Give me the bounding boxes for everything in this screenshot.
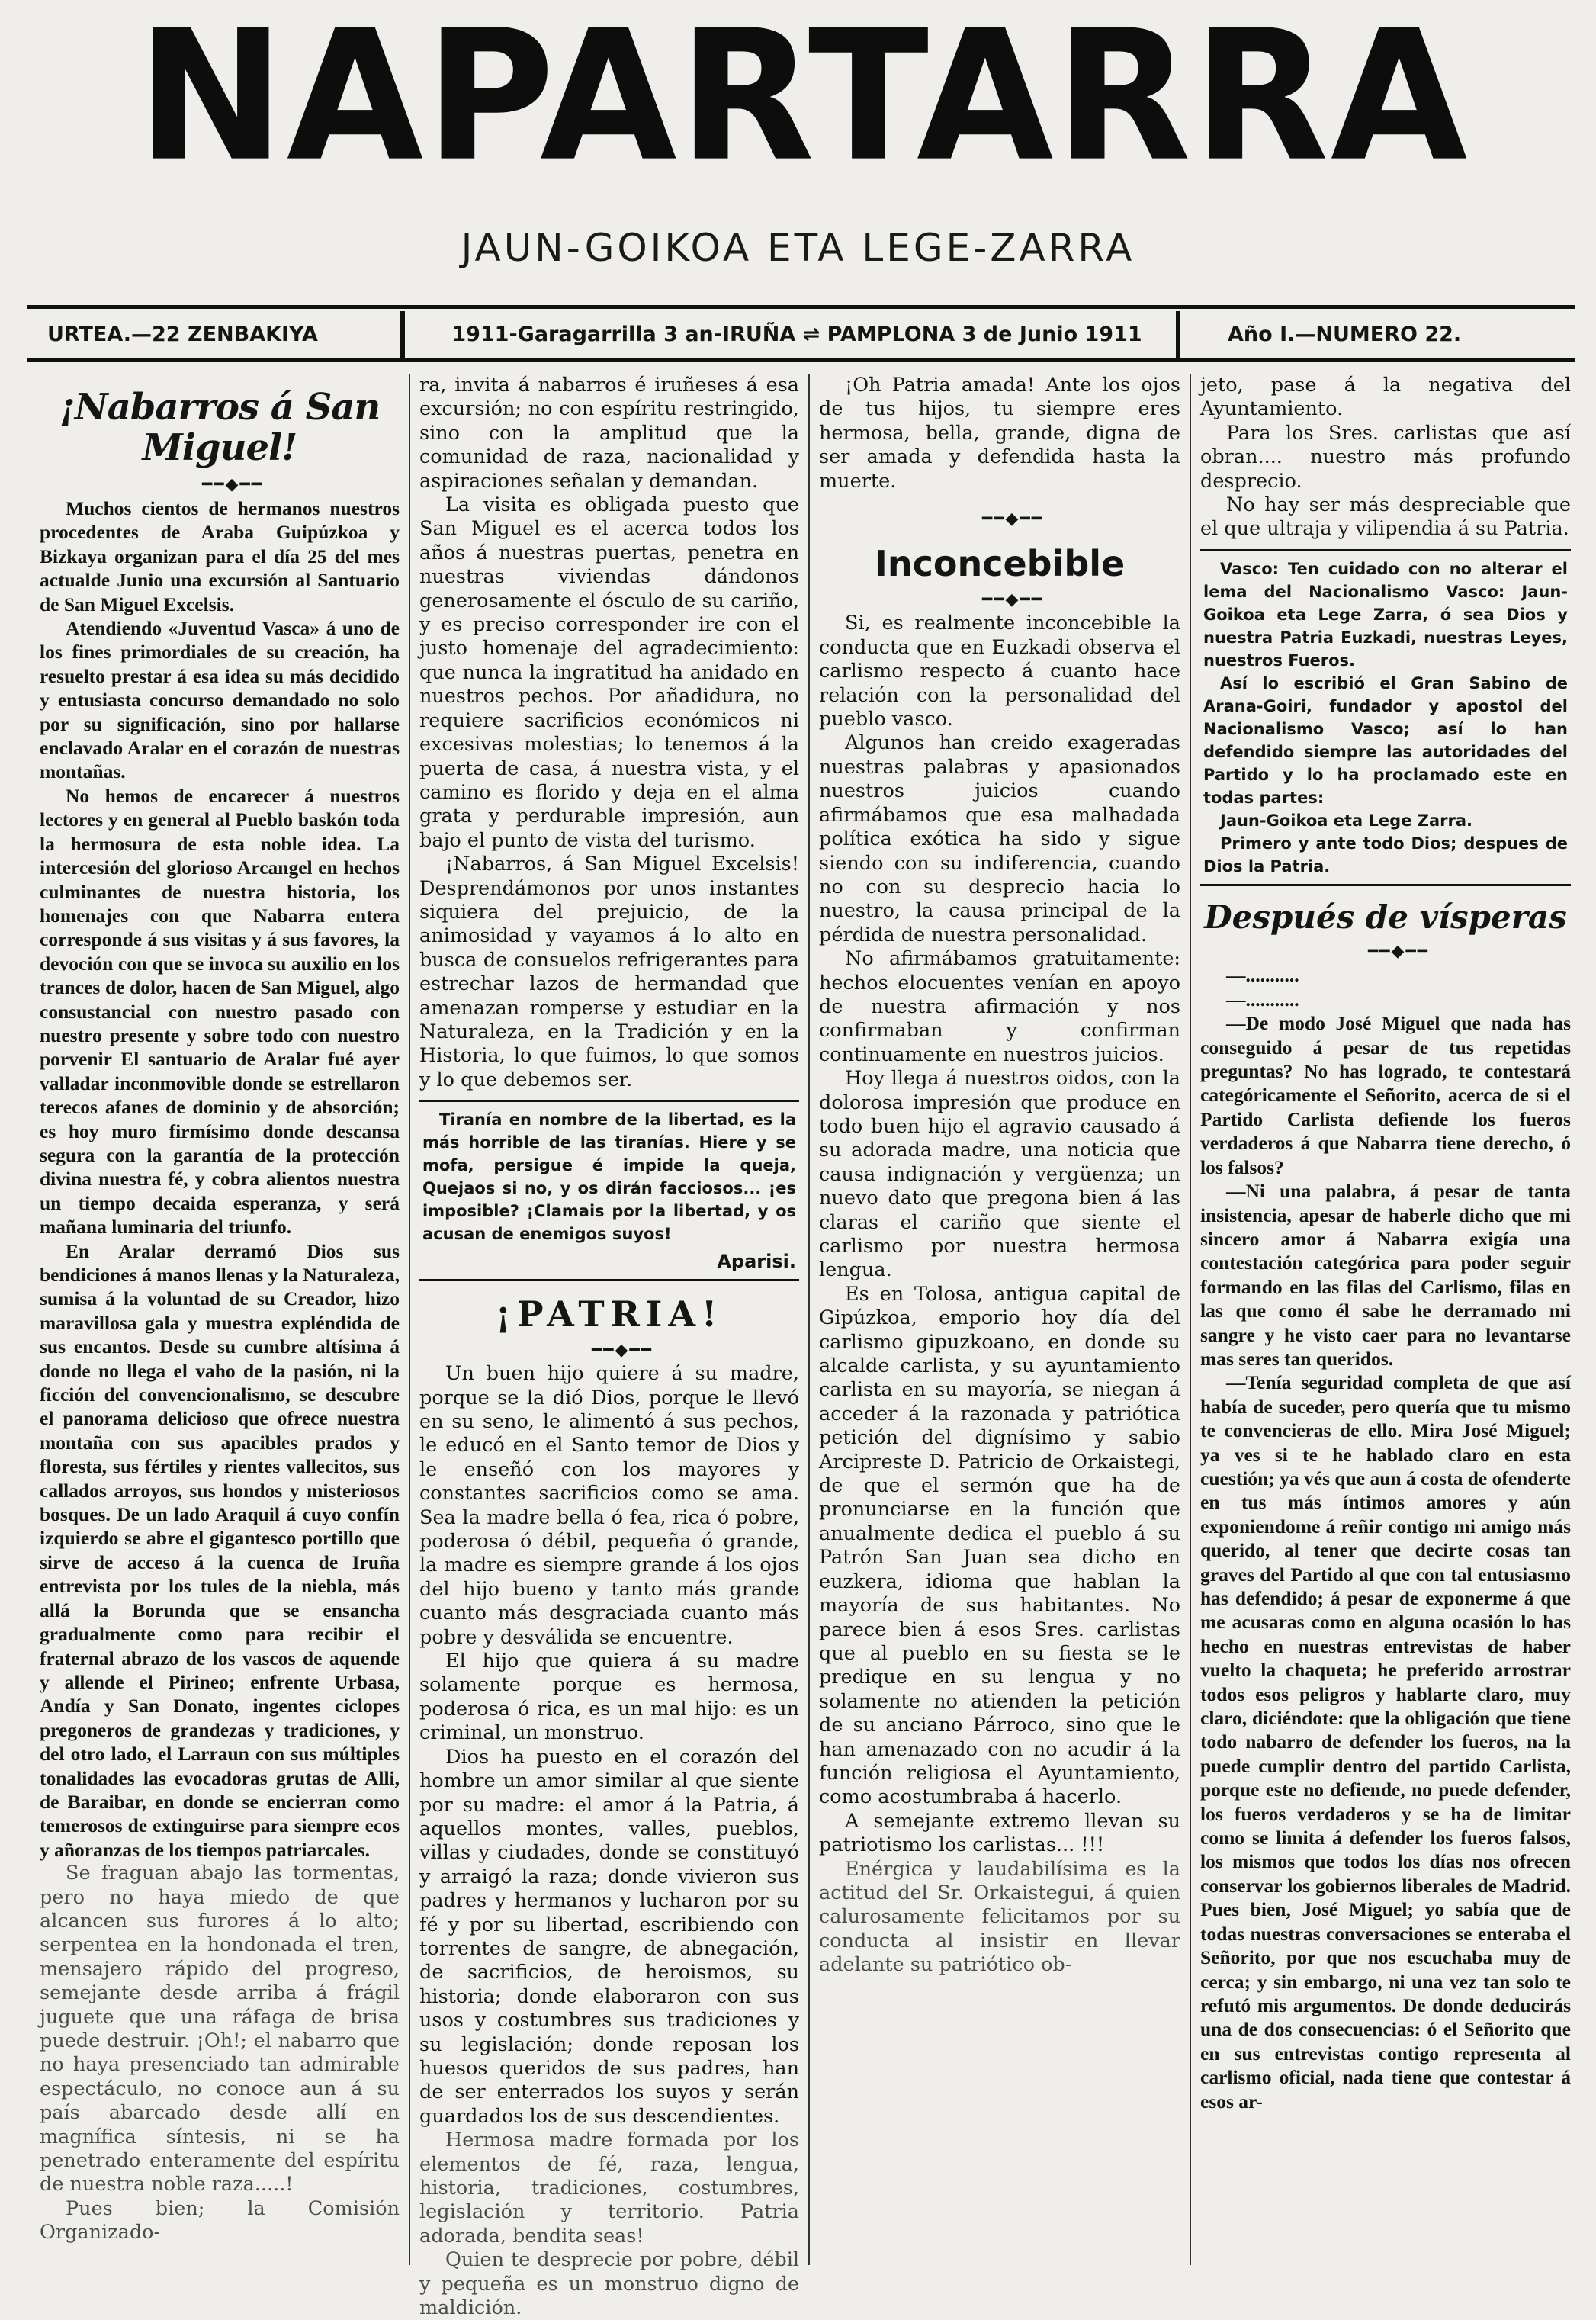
paragraph: No hay ser más despreciable que el que ultraja y vilipendia á su Patria. (1200, 493, 1571, 541)
paragraph: ¡Nabarros, á San Miguel Excelsis! Desprendámonos por unos instantes siquiera del prejuicio, de la animosidad y vayamos á lo alto en busca de consuelos refrigerantes para estrechar lazos de hermandad que amenazan romperse y estudiar en la Naturaleza, en la Tradición y en la Historia, lo que fuimos, lo que somos y lo que debemos ser. (419, 853, 799, 1091)
paragraph: —........... (1226, 988, 1299, 1011)
paragraph: Algunos han creido exageradas nuestras palabras y apasionados nuestros juicios cuando afirmábamos que esa malhadada política exótica ha sido y sigue siendo con su indiferencia, cuando no con su desprecio hacia lo nuestro, la causa principal de la pérdida de nuestra personalidad. (819, 731, 1180, 946)
paragraph: No hemos de encarecer á nuestros lectores y en general al Pueblo baskón toda la hermosura de esta noble idea. La intercesión del glorioso Arcangel en hechos culminantes de nuestra historia, los homenajes con que Nabarra entera corresponde á sus visitas y á sus favores, la devoción con que se invoca su auxilio en los trances de dolor, hacen de San Miguel, algo consustancial con nuestro pasado con nuestro presente y sobre todo con nuestro porvenir El santuario de Aralar fué ayer valladar inconmovible donde se estrellaron terecos afanes de dominio y de absorción; es hoy muro firmísimo donde descansa segura con la garantía de la protección divina nuestra fé, y cobra alientos nuestra un tiempo decaida esperanza, y será mañana luminaria del triunfo. (40, 784, 400, 1239)
dateline-divider-1 (400, 311, 405, 358)
bottom-rule (27, 358, 1575, 362)
paragraph: —De modo José Miguel que nada has conseguido á pesar de tus repetidas preguntas? No has logrado, te contestará categóricamente el Señorito, acerca de si el Partido Carlista defiende los fueros verdaderos á que Nabarra tiene derecho, ó los falsos? (1200, 1012, 1571, 1178)
paragraph: Atendiendo «Juventud Vasca» á uno de los fines primordiales de su creación, ha resuelto prestar á esa idea su más decidido y entusiasta concurso demandado no solo por su significación, sino por hallarse enclavado Aralar en el corazón de nuestras montañas. (40, 617, 400, 783)
quote-text: Primero y ante todo Dios; despues de Dios la Patria. (1203, 834, 1568, 876)
quote-box-aparisi (419, 1100, 799, 1281)
paragraph: Muchos cientos de hermanos nuestros procedentes de Araba Guipúzkoa y Bizkaya organizan para el día 25 del mes actualde Junio una excursión al Santuario de San Miguel Excelsis. (40, 497, 400, 615)
quote-box-lema (1200, 549, 1571, 886)
paragraph: ra, invita á nabarros é iruñeses á esa excursión; no con espíritu restringido, sino con la amplitud que la comunidad de raza, nacionalidad y aspiraciones señalan y demandan. (419, 374, 799, 493)
dateline-left: URTEA.—22 ZENBAKIYA (47, 323, 318, 346)
heading-ornament: ━━◆━━ (1368, 942, 1429, 962)
paragraph: Dios ha puesto en el corazón del hombre un amor similar al que siente por su madre: el amor á la Patria, á aquellos montes, valles, pueblos, villas y ciudades, donde se constituyó y arraigó la raza; donde vivieron sus padres y hermanos y lucharon por su fé y por su libertad, escribiendo con torrentes de sangre, de abnegación, de sacrificios, de heroismos, su historia; donde elaboraron con sus usos y costumbres sus tradiciones y su legislación; donde reposan los huesos queridos de sus padres, han de ser enterrados los suyos y serán guardados los de sus descendientes. (419, 1745, 799, 2128)
dateline-divider-2 (1176, 311, 1180, 358)
paragraph: Hoy llega á nuestros oidos, con la dolorosa impresión que produce en todo buen hijo el agravio causado á su adorada madre, una noticia que causa indignación y vergüenza; un nuevo dato que pregona bien á las claras el cariño que siente el carlismo por nuestra hermosa lengua. (819, 1067, 1180, 1282)
paragraph: Hermosa madre formada por los elementos de fé, raza, lengua, historia, tradiciones, costumbres, legislación y territorio. Patria adorada, bendita seas! (419, 2129, 799, 2248)
paragraph: —Tenía seguridad completa de que así había de suceder, pero quería que tu mismo te convencieras de ello. Mira José Miguel; ya ves si te he hablado claro en esta cuestión; ya vés que aun á costa de ofenderte en tus más íntimos amores y aún exponiendome á reñir contigo mi amigo más querido, al tener que decirte cosas tan graves del Partido al que con tal entusiasmo has defendido; á pesar de exponerme á que me acusaras como en alguna ocasión lo has hecho en nuestras entrevistas de haber vuelto la chaqueta; he preferido arrostrar todos esos peligros y hablarte claro, muy claro, diciéndote: que la obligación que tiene todo nabarro de defender los fueros, na la puede cumplir dentro del partido Carlista, porque este no defiende, no puede defender, los fueros verdaderos y se ha de limitar como se limita á defender los fueros falsos, los mismos que todos los días nos ofrecen conservar los gobiernos liberales de Madrid. Pues bien, José Miguel; yo sabía que de todas nuestras conversaciones se enteraba el Señorito, por que nos escuchaba muy de cerca; y sin embargo, ni una vez tan solo te refutó mis argumentos. De donde deducirás una de dos consecuencias: ó el Señorito que en sus entrevistas contigo representa al carlismo oficial, nada tiene que contestar á esos ar- (1200, 1371, 1571, 2113)
paragraph: ¡Oh Patria amada! Ante los ojos de tus hijos, tu siempre eres hermosa, bella, grande, digna de ser amada y defendida hasta la muerte. (819, 374, 1180, 493)
column-divider-2 (808, 374, 810, 2265)
article-heading-despues-de-visperas: Después de vísperas (1204, 898, 1567, 936)
heading-ornament: ━━◆━━ (982, 509, 1043, 529)
paragraph: El hijo que quiera á su madre solamente porque es hermosa, poderosa ó rica, es un mal hijo: es un criminal, un monstruo. (419, 1650, 799, 1745)
column-2 (419, 374, 799, 2320)
column-divider-1 (409, 374, 410, 2265)
dateline-right: Año I.—NUMERO 22. (1228, 323, 1462, 346)
paragraph: No afirmábamos gratuitamente: hechos elocuentes venían en apoyo de nuestra afirmación y nos confirmaban y confirman continuamente en nuestros juicios. (819, 947, 1180, 1066)
quote-text: Jaun-Goikoa eta Lege Zarra. (1220, 811, 1473, 830)
paragraph: Para los Sres. carlistas que así obran.... nuestro más profundo desprecio. (1200, 421, 1571, 493)
column-3 (819, 374, 1180, 2265)
paragraph: Es en Tolosa, antigua capital de Gipúzkoa, emporio hoy día del carlismo gipuzkoano, en donde su alcalde carlista, y su ayuntamiento carlista en su mayoría, se niegan á acceder á la razonada y patriótica petición del dignísimo y sabio Arcipreste D. Patricio de Orkaistegi, de que el sermón que ha de pronunciarse en la función que anualmente dedica el pueblo á su Patrón San Juan sea dicho en euzkera, idioma que hablan la mayoría de sus habitantes. No parece bien á esos Sres. carlistas que al pueblo en su fiesta se le predique en su lengua y no solamente no atienden la petición de su anciano Párroco, sino que le han amenazado con no acudir á la función religiosa el Ayuntamiento, como acostumbraba á hacerlo. (819, 1282, 1180, 1809)
paragraph: Si, es realmente inconcebible la conducta que en Euzkadi observa el carlismo respecto á cuanto hace relación con la personalidad del pueblo vasco. (819, 612, 1180, 731)
quote-text: Vasco: Ten cuidado con no alterar el lema del Nacionalismo Vasco: Jaun-Goikoa eta Lege Zarra, ó sea Dios y nuestra Patria Euzkadi, nuestras Leyes, nuestros Fueros. (1203, 559, 1568, 670)
heading-ornament: ━━◆━━ (982, 590, 1043, 610)
paragraph: —Ni una palabra, á pesar de tanta insistencia, apesar de haberle dicho que mi sincero amor á Nabarra exigía una contestación categórica para poder seguir formando en las filas del Carlismo, filas en las que como él sabe he derramado mi sangre y he visto caer para no levantarse mas seres tan queridos. (1200, 1180, 1571, 1370)
paragraph: Pues bien; la Comisión Organizado- (40, 2196, 400, 2244)
masthead-title: NAPARTARRA (136, 0, 1469, 201)
paragraph: Un buen hijo quiere á su madre, porque se la dió Dios, porque le llevó en su seno, le alimentó á sus pechos, le educó en el Santo temor de Dios y le enseñó con los mayores y constantes sacrificios como se ama. Sea la madre bella ó fea, rica ó pobre, poderosa ó débil, pequeña ó grande, la madre es siempre grande á los ojos del hijo bueno y tanto más grande cuanto más desgraciada cuanto más pobre y desválida se encuentre. (419, 1362, 799, 1649)
heading-ornament: ━━◆━━ (592, 1340, 653, 1360)
paragraph: Enérgica y laudabilísima es la actitud del Sr. Orkaistegui, á quien calurosamente felicitamos por su conducta al insistir en llevar adelante su patriótico ob- (819, 1857, 1180, 1977)
paragraph: La visita es obligada puesto que San Miguel es el acerca todos los años á nuestras puertas, penetra en nuestras viviendas dándonos generosamente el ósculo de su cariño, y es preciso corresponder ire con el justo homenaje del agradecimiento: que nunca la ingratitud ha anidado en nuestros pechos. Por añadidura, no requiere sacrificios económicos ni excesivas molestias; lo tenemos á la puerta de casa, á nuestra vista, y el camino es florido y deja en el alma grata y perdurable impresión, aun bajo el punto de vista del turismo. (419, 493, 799, 852)
paragraph: En Aralar derramó Dios sus bendiciones á manos llenas y la Naturaleza, sumisa á la voluntad de su Creador, hizo maravillosa gala y muestra expléndida de sus encantos. Desde su cumbre altísima á donde no llega el vaho de la pasión, ni la ficción del convencionalismo, se descubre el panorama delicioso que ofrece nuestra montaña con sus apacibles prados y floresta, sus fértiles y rientes vallecitos, sus callados arroyos, sus hondos y misteriosos bosques. De un lado Araquil á cuyo confín izquierdo se abre el gigantesco portillo que sirve de acceso á la cuenca de Iruña entrevista por los tules de la niebla, más allá la Borunda que se ensancha gradualmente como para recibir el fraternal abrazo de los vascos de aquende y allende el Pirineo; enfrente Urbasa, Andía y San Donato, ingentes ciclopes pregoneros de grandezas y tradiciones, y del otro lado, el Larraun con sus múltiples tonalidades las evocadoras grutas de Alli, de Baraibar, en donde se encierran como temerosos de extinguirse para siempre ecos y añoranzas de los tiempos patriarcales. (40, 1239, 400, 1861)
column-1 (40, 374, 400, 2265)
paragraph: jeto, pase á la negativa del Ayuntamiento. (1200, 374, 1571, 421)
quote-author: Aparisi. (717, 1251, 796, 1273)
paragraph: A semejante extremo llevan su patriotismo los carlistas... !!! (819, 1809, 1180, 1857)
quote-text: Tiranía en nombre de la libertad, es la más horrible de las tiranías. Hiere y se mofa, persigue é impide la queja, Quejaos si no, y os dirán facciosos... ¡es imposible? ¡Clamais por la libertad, y os acusan de enemigos suyos! (422, 1110, 796, 1244)
dateline-center: 1911-Garagarrilla 3 an-IRUÑA ⇌ PAMPLONA 3 de Junio 1911 (451, 323, 1142, 346)
paragraph: Quien te desprecie por pobre, débil y pequeña es un monstruo digno de maldición. (419, 2248, 799, 2320)
article-heading-nabarros: ¡Nabarros á San Miguel! (59, 386, 381, 469)
article-heading-inconcebible: Inconcebible (874, 543, 1126, 585)
heading-ornament: ━━◆━━ (202, 474, 263, 494)
paragraph: Se fraguan abajo las tormentas, pero no haya miedo de que alcancen sus furores á lo alto; serpentea en la hondonada el tren, mensajero rápido del progreso, semejante desde arriba á frágil juguete que una ráfaga de brisa puede destruir. ¡Oh!; el nabarro que no haya presenciado tan admirable espectáculo, no conoce aun á su país abarcado desde allí en magnífica síntesis, ni se ha penetrado enteramente del espíritu de nuestra noble raza.....! (40, 1862, 400, 2196)
column-divider-3 (1190, 374, 1191, 2265)
paragraph: —........... (1226, 964, 1299, 987)
masthead-motto: JAUN-GOIKOA ETA LEGE-ZARRA (461, 226, 1135, 270)
quote-text: Así lo escribió el Gran Sabino de Arana-Goiri, fundador y apostol del Nacionalismo Vasco; así lo han defendido siempre las autoridades del Partido y lo ha proclamado este en todas partes: (1203, 673, 1568, 807)
article-heading-patria: ¡PATRIA! (495, 1293, 724, 1335)
top-rule (27, 305, 1575, 309)
column-4 (1200, 374, 1571, 2265)
